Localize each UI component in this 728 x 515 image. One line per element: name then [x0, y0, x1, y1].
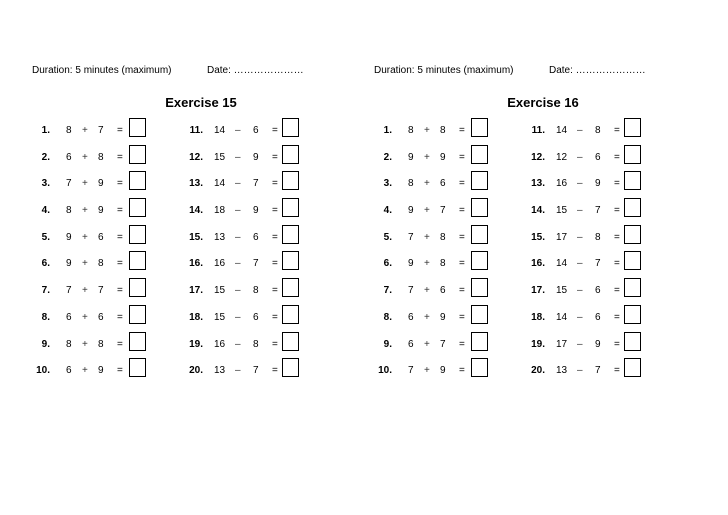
first-operand: 6 [408, 338, 414, 350]
first-operand: 9 [408, 258, 414, 270]
operator: + [82, 285, 88, 297]
equals-sign: = [459, 125, 465, 136]
problem-number: 7. [383, 285, 392, 297]
equals-sign: = [117, 258, 123, 270]
answer-box[interactable] [471, 145, 488, 164]
answer-box[interactable] [129, 145, 146, 164]
answer-box[interactable] [471, 251, 488, 270]
second-operand: 6 [595, 151, 601, 163]
problem-number: 16. [189, 258, 203, 270]
answer-box[interactable] [129, 332, 146, 351]
problem-number: 6. [41, 258, 50, 270]
second-operand: 9 [253, 205, 259, 217]
second-operand: 9 [595, 178, 601, 190]
operator: + [424, 178, 430, 190]
operator: – [235, 178, 241, 190]
second-operand: 7 [595, 205, 601, 217]
operator: + [82, 338, 88, 350]
problem-number: 3. [383, 178, 392, 190]
duration-label: Duration: 5 minutes (maximum) [374, 65, 514, 76]
equals-sign: = [272, 151, 278, 163]
answer-box[interactable] [624, 332, 641, 351]
first-operand: 6 [408, 311, 414, 323]
equals-sign: = [117, 125, 123, 136]
first-operand: 9 [66, 231, 72, 243]
problem-number: 13. [189, 178, 203, 190]
date-label: Date: ………………… [207, 65, 304, 76]
second-operand: 9 [253, 151, 259, 163]
operator: + [82, 205, 88, 217]
answer-box[interactable] [282, 145, 299, 164]
second-operand: 8 [253, 338, 259, 350]
answer-box[interactable] [282, 332, 299, 351]
problem-number: 19. [531, 338, 545, 350]
first-operand: 16 [556, 178, 568, 190]
exercise-title: Exercise 16 [507, 95, 579, 110]
answer-box[interactable] [624, 198, 641, 217]
equals-sign: = [614, 365, 620, 377]
equals-sign: = [614, 285, 620, 297]
answer-box[interactable] [282, 251, 299, 270]
first-operand: 6 [66, 311, 72, 323]
operator: – [235, 311, 241, 323]
answer-box[interactable] [624, 251, 641, 270]
operator: + [82, 231, 88, 243]
operator: + [424, 365, 430, 377]
equals-sign: = [117, 205, 123, 217]
first-operand: 14 [556, 311, 568, 323]
worksheet-header [374, 65, 646, 76]
second-operand: 8 [440, 258, 446, 270]
date-label: Date: ………………… [549, 65, 646, 76]
first-operand: 12 [556, 151, 568, 163]
answer-box[interactable] [624, 305, 641, 324]
second-operand: 7 [440, 338, 446, 350]
operator: + [424, 151, 430, 163]
problem-number: 20. [531, 365, 545, 377]
worksheet-exercise-16 [372, 0, 714, 515]
equals-sign: = [459, 258, 465, 270]
answer-box[interactable] [471, 305, 488, 324]
answer-box[interactable] [471, 171, 488, 190]
equals-sign: = [614, 311, 620, 323]
problem-number: 13. [531, 178, 545, 190]
first-operand: 7 [408, 365, 414, 377]
first-operand: 15 [214, 311, 226, 323]
second-operand: 6 [440, 178, 446, 190]
second-operand: 9 [98, 205, 104, 217]
operator: – [235, 338, 241, 350]
operator: – [577, 311, 583, 323]
answer-box[interactable] [471, 278, 488, 297]
equals-sign: = [117, 338, 123, 350]
operator: + [424, 285, 430, 297]
first-operand: 15 [214, 151, 226, 163]
first-operand: 15 [214, 285, 226, 297]
equals-sign: = [614, 178, 620, 190]
first-operand: 14 [214, 125, 226, 136]
second-operand: 9 [440, 311, 446, 323]
first-operand: 7 [408, 231, 414, 243]
first-operand: 9 [408, 151, 414, 163]
operator: – [235, 285, 241, 297]
second-operand: 6 [253, 125, 259, 136]
first-operand: 7 [66, 285, 72, 297]
second-operand: 8 [595, 231, 601, 243]
equals-sign: = [459, 151, 465, 163]
answer-box[interactable] [282, 225, 299, 244]
equals-sign: = [459, 365, 465, 377]
problem-number: 5. [383, 231, 392, 243]
equals-sign: = [614, 125, 620, 136]
problem-number: 10. [36, 365, 50, 377]
answer-box[interactable] [624, 358, 641, 377]
answer-box[interactable] [624, 145, 641, 164]
answer-box[interactable] [282, 118, 299, 137]
first-operand: 8 [408, 125, 414, 136]
problem-number: 5. [41, 231, 50, 243]
problem-number: 7. [41, 285, 50, 297]
operator: + [82, 178, 88, 190]
operator: – [577, 205, 583, 217]
equals-sign: = [272, 231, 278, 243]
equals-sign: = [272, 365, 278, 377]
second-operand: 6 [440, 285, 446, 297]
second-operand: 7 [440, 205, 446, 217]
equals-sign: = [117, 151, 123, 163]
operator: – [235, 205, 241, 217]
second-operand: 8 [98, 151, 104, 163]
operator: + [82, 151, 88, 163]
answer-box[interactable] [129, 305, 146, 324]
first-operand: 17 [556, 231, 568, 243]
answer-box[interactable] [624, 225, 641, 244]
problem-number: 9. [383, 338, 392, 350]
operator: + [82, 258, 88, 270]
equals-sign: = [272, 258, 278, 270]
problem-number: 6. [383, 258, 392, 270]
first-operand: 9 [408, 205, 414, 217]
operator: + [82, 311, 88, 323]
first-operand: 8 [408, 178, 414, 190]
first-operand: 18 [214, 205, 226, 217]
second-operand: 6 [98, 311, 104, 323]
equals-sign: = [614, 231, 620, 243]
first-operand: 17 [556, 338, 568, 350]
first-operand: 13 [214, 231, 226, 243]
answer-box[interactable] [129, 358, 146, 377]
first-operand: 16 [214, 258, 226, 270]
second-operand: 7 [253, 258, 259, 270]
first-operand: 15 [556, 205, 568, 217]
second-operand: 9 [595, 338, 601, 350]
problem-number: 8. [383, 311, 392, 323]
problem-number: 15. [189, 231, 203, 243]
second-operand: 8 [440, 125, 446, 136]
first-operand: 16 [214, 338, 226, 350]
operator: – [235, 151, 241, 163]
answer-box[interactable] [471, 332, 488, 351]
problem-number: 10. [378, 365, 392, 377]
first-operand: 8 [66, 338, 72, 350]
first-operand: 6 [66, 151, 72, 163]
second-operand: 6 [595, 285, 601, 297]
first-operand: 9 [66, 258, 72, 270]
second-operand: 6 [253, 311, 259, 323]
second-operand: 8 [595, 125, 601, 136]
problem-number: 18. [531, 311, 545, 323]
problem-number: 17. [189, 285, 203, 297]
operator: – [235, 365, 241, 377]
operator: – [577, 338, 583, 350]
second-operand: 7 [595, 258, 601, 270]
problem-number: 4. [383, 205, 392, 217]
first-operand: 8 [66, 205, 72, 217]
operator: + [424, 231, 430, 243]
problem-number: 2. [41, 151, 50, 163]
first-operand: 13 [214, 365, 226, 377]
answer-box[interactable] [282, 358, 299, 377]
equals-sign: = [117, 285, 123, 297]
second-operand: 8 [440, 231, 446, 243]
answer-box[interactable] [129, 251, 146, 270]
operator: + [424, 205, 430, 217]
equals-sign: = [459, 311, 465, 323]
problem-number: 2. [383, 151, 392, 163]
exercise-title: Exercise 15 [165, 95, 237, 110]
second-operand: 8 [98, 258, 104, 270]
problem-number: 12. [531, 151, 545, 163]
equals-sign: = [459, 338, 465, 350]
equals-sign: = [459, 285, 465, 297]
answer-box[interactable] [624, 118, 641, 137]
answer-box[interactable] [129, 278, 146, 297]
problem-number: 9. [41, 338, 50, 350]
second-operand: 9 [440, 365, 446, 377]
second-operand: 7 [595, 365, 601, 377]
equals-sign: = [459, 231, 465, 243]
operator: – [577, 178, 583, 190]
first-operand: 14 [214, 178, 226, 190]
first-operand: 14 [556, 125, 568, 136]
operator: – [577, 151, 583, 163]
first-operand: 7 [408, 285, 414, 297]
answer-box[interactable] [282, 305, 299, 324]
second-operand: 9 [98, 178, 104, 190]
answer-box[interactable] [624, 278, 641, 297]
problem-number: 4. [41, 205, 50, 217]
operator: + [82, 365, 88, 377]
operator: – [577, 231, 583, 243]
second-operand: 7 [253, 178, 259, 190]
equals-sign: = [614, 151, 620, 163]
answer-box[interactable] [282, 198, 299, 217]
equals-sign: = [459, 178, 465, 190]
problem-number: 11. [531, 125, 545, 136]
equals-sign: = [117, 231, 123, 243]
answer-box[interactable] [282, 278, 299, 297]
worksheet-exercise-15 [30, 0, 372, 515]
problem-number: 11. [189, 125, 203, 136]
problem-number: 20. [189, 365, 203, 377]
answer-box[interactable] [471, 225, 488, 244]
operator: – [577, 258, 583, 270]
problem-number: 12. [189, 151, 203, 163]
equals-sign: = [272, 338, 278, 350]
answer-box[interactable] [129, 225, 146, 244]
equals-sign: = [117, 311, 123, 323]
problem-number: 14. [531, 205, 545, 217]
second-operand: 6 [595, 311, 601, 323]
operator: – [235, 125, 241, 136]
second-operand: 8 [98, 338, 104, 350]
operator: – [235, 258, 241, 270]
second-operand: 9 [98, 365, 104, 377]
answer-box[interactable] [471, 118, 488, 137]
equals-sign: = [272, 125, 278, 136]
problem-number: 3. [41, 178, 50, 190]
problem-number: 19. [189, 338, 203, 350]
equals-sign: = [459, 205, 465, 217]
answer-box[interactable] [624, 171, 641, 190]
second-operand: 6 [253, 231, 259, 243]
operator: + [424, 125, 430, 136]
second-operand: 8 [253, 285, 259, 297]
worksheet-header [32, 65, 304, 76]
operator: – [577, 125, 583, 136]
problem-number: 8. [41, 311, 50, 323]
second-operand: 9 [440, 151, 446, 163]
operator: – [235, 231, 241, 243]
duration-label: Duration: 5 minutes (maximum) [32, 65, 172, 76]
answer-box[interactable] [129, 118, 146, 137]
first-operand: 14 [556, 258, 568, 270]
first-operand: 6 [66, 365, 72, 377]
answer-box[interactable] [129, 171, 146, 190]
equals-sign: = [614, 205, 620, 217]
second-operand: 7 [253, 365, 259, 377]
operator: – [577, 365, 583, 377]
equals-sign: = [272, 285, 278, 297]
equals-sign: = [272, 178, 278, 190]
equals-sign: = [614, 258, 620, 270]
second-operand: 6 [98, 231, 104, 243]
problem-number: 14. [189, 205, 203, 217]
first-operand: 8 [66, 125, 72, 136]
operator: + [424, 338, 430, 350]
problem-number: 16. [531, 258, 545, 270]
equals-sign: = [117, 178, 123, 190]
operator: + [424, 258, 430, 270]
operator: – [577, 285, 583, 297]
problem-number: 1. [41, 125, 50, 136]
equals-sign: = [117, 365, 123, 377]
operator: + [424, 311, 430, 323]
first-operand: 13 [556, 365, 568, 377]
operator: + [82, 125, 88, 136]
problem-number: 1. [383, 125, 392, 136]
answer-box[interactable] [471, 358, 488, 377]
answer-box[interactable] [282, 171, 299, 190]
problem-number: 15. [531, 231, 545, 243]
second-operand: 7 [98, 285, 104, 297]
equals-sign: = [272, 311, 278, 323]
equals-sign: = [614, 338, 620, 350]
problem-number: 18. [189, 311, 203, 323]
problem-number: 17. [531, 285, 545, 297]
answer-box[interactable] [129, 198, 146, 217]
answer-box[interactable] [471, 198, 488, 217]
first-operand: 15 [556, 285, 568, 297]
first-operand: 7 [66, 178, 72, 190]
equals-sign: = [272, 205, 278, 217]
second-operand: 7 [98, 125, 104, 136]
